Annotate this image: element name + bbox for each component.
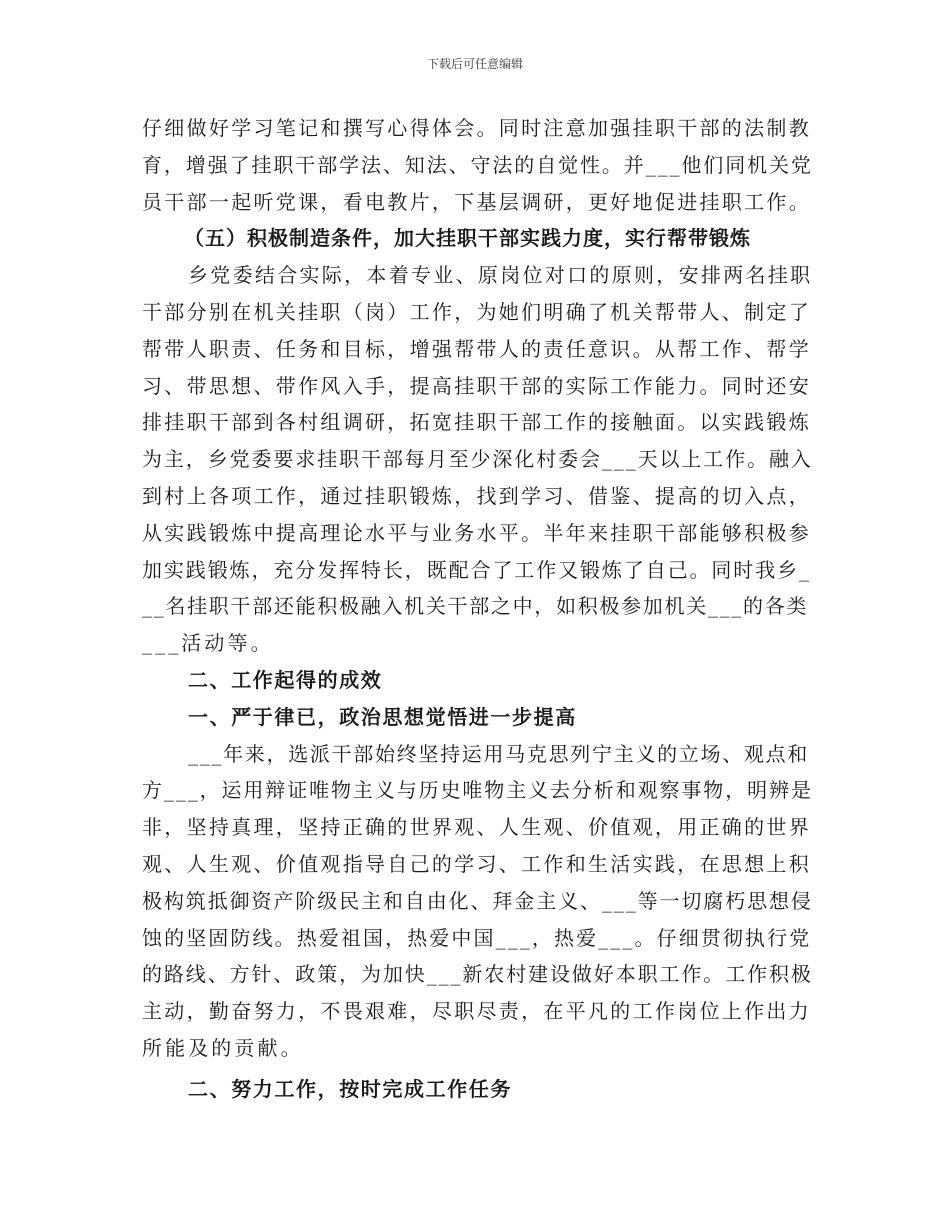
paragraph-line: 观、人生观、价值观指导自己的学习、工作和生活实践，在思想上积: [142, 851, 811, 876]
paragraph-line: 非，坚持真理，坚持正确的世界观、人生观、价值观，用正确的世界: [142, 815, 811, 840]
paragraph-line: 帮带人职责、任务和目标，增强帮带人的责任意识。从帮工作、帮学: [142, 336, 811, 361]
section-heading: 一、严于律已，政治思想觉悟进一步提高: [188, 704, 577, 729]
paragraph-line: 仔细做好学习笔记和撰写心得体会。同时注意加强挂职干部的法制教: [142, 116, 811, 140]
paragraph-line: 员干部一起听党课，看电教片，下基层调研，更好地促进挂职工作。: [142, 189, 811, 214]
paragraph-line: 加实践锻炼，充分发挥特长，既配合了工作又锻炼了自己。同时我乡_: [142, 557, 811, 582]
section-heading: 二、努力工作，按时完成工作任务: [188, 1076, 512, 1101]
document-body: [142, 110, 814, 1108]
paragraph-line: 方___，运用辩证唯物主义与历史唯物主义去分析和观察事物，明辨是: [142, 778, 813, 803]
paragraph-line: 到村上各项工作，通过挂职锻炼，找到学习、借鉴、提高的切入点，: [142, 483, 811, 508]
section-heading: 二、工作起得的成效: [188, 667, 383, 692]
paragraph-line: __名挂职干部还能积极融入机关干部之中，如积极参加机关___的各类: [142, 594, 809, 619]
paragraph-line: 极构筑抵御资产阶级民主和自由化、拜金主义、___等一切腐朽思想侵: [142, 888, 813, 913]
paragraph-line: 干部分别在机关挂职（岗）工作，为她们明确了机关帮带人、制定了: [142, 299, 811, 324]
paragraph-line: 育，增强了挂职干部学法、知法、守法的自觉性。并___他们同机关党: [142, 152, 813, 177]
section-heading: （五）积极制造条件，加大挂职干部实践力度，实行帮带锻炼: [184, 226, 751, 251]
paragraph-line: 习、带思想、带作风入手，提高挂职干部的实际工作能力。同时还安: [142, 373, 811, 398]
paragraph-line: ___活动等。: [142, 631, 274, 656]
paragraph-line: 从实践锻炼中提高理论水平与业务水平。半年来挂职干部能够积极参: [142, 520, 811, 545]
paragraph-line: 排挂职干部到各村组调研，拓宽挂职干部工作的接触面。以实践锻炼: [142, 410, 811, 435]
paragraph-line: 为主，乡党委要求挂职干部每月至少深化村委会___天以上工作。融入: [142, 447, 813, 472]
page-header: 下载后可任意编辑: [426, 57, 523, 71]
paragraph-line: 的路线、方针、政策，为加快___新农村建设做好本职工作。工作积极: [142, 962, 813, 987]
paragraph-line: 所能及的贡献。: [142, 1035, 304, 1060]
paragraph-line: ___年来，选派干部始终坚持运用马克思列宁主义的立场、观点和: [188, 741, 809, 766]
paragraph-line: 主动，勤奋努力，不畏艰难，尽职尽责，在平凡的工作岗位上作出力: [142, 999, 811, 1024]
paragraph-line: 蚀的坚固防线。热爱祖国，热爱中国___，热爱___。仔细贯彻执行党: [142, 925, 812, 950]
paragraph-line: 乡党委结合实际，本着专业、原岗位对口的原则，安排两名挂职: [188, 263, 813, 288]
